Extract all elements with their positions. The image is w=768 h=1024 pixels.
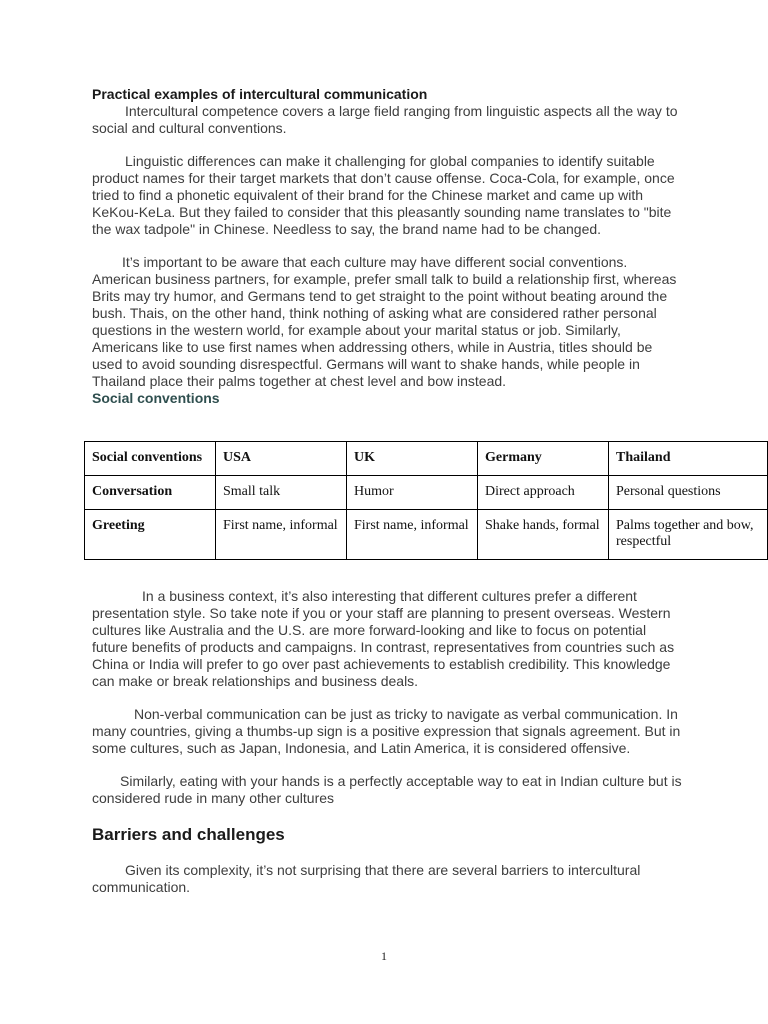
table-header-row xyxy=(85,442,768,476)
section-title: Practical examples of intercultural communication xyxy=(92,86,428,102)
page-number: 1 xyxy=(381,949,387,963)
social-conventions-table xyxy=(84,441,768,560)
upper-content xyxy=(92,86,682,407)
table-header-cell: Thailand xyxy=(609,442,768,476)
paragraph-nonverbal: Non-verbal communication can be just as tricky to navigate as verbal communication. In many countries, giving a thumbs-up sign is a positive expression that signals agreement. But in some cultures, such as Japan, Indonesia, and Latin America, it is considered offensive. xyxy=(92,706,681,756)
table-cell: Personal questions xyxy=(609,476,768,510)
table-cell: Conversation xyxy=(85,476,216,510)
table-caption: Social conventions xyxy=(92,390,220,406)
paragraph-linguistic: Linguistic differences can make it challenging for global companies to identify suitable product names for their target markets that don’t cause offense. Coca-Cola, for example, once tried to find a phonetic equivalent of their brand for the Chinese market and came up with KeKou-KeLa. But they failed to consider that this pleasantly sounding name translates to "bite the wax tadpole" in Chinese. Needless to say, the brand name had to be changed. xyxy=(92,153,675,237)
paragraph-barriers: Given its complexity, it’s not surprising that there are several barriers to intercultural communication. xyxy=(92,862,641,895)
table-cell: Greeting xyxy=(85,510,216,560)
table-cell: First name, informal xyxy=(347,510,478,560)
table-cell: Direct approach xyxy=(478,476,609,510)
table-header-cell: Germany xyxy=(478,442,609,476)
paragraph-intro: Intercultural competence covers a large field ranging from linguistic aspects all the way to social and cultural conventions. xyxy=(92,103,678,136)
table-cell: First name, informal xyxy=(216,510,347,560)
paragraph-presentation: In a business context, it’s also interesting that different cultures prefer a different presentation style. So take note if you or your staff are planning to present overseas. Western cultures like Australia and the U.S. are more forward-looking and like to focus on potential future benefits of products and campaigns. In contrast, representatives from countries such as China or India will prefer to go over past achievements to establish credibility. This knowledge can make or break relationships and business deals. xyxy=(92,588,675,689)
paragraph-social: It’s important to be aware that each culture may have different social conventions. American business partners, for example, prefer small talk to build a relationship first, whereas Brits may try humor, and Germans tend to get straight to the point without beating around the bush. Thais, on the other hand, think nothing of asking what are considered rather personal questions in the western world, for example about your marital status or job. Similarly, Americans like to use first names when addressing others, while in Austria, titles should be used to avoid sounding disrespectful. Germans will want to shake hands, while people in Thailand place their palms together at chest level and bow instead. xyxy=(92,254,677,389)
table-cell: Humor xyxy=(347,476,478,510)
paragraph-eating: Similarly, eating with your hands is a perfectly acceptable way to eat in Indian culture but is considered rude in many other cultures xyxy=(92,773,682,806)
table-header-cell: Social conventions xyxy=(85,442,216,476)
table-header-cell: USA xyxy=(216,442,347,476)
barriers-heading: Barriers and challenges xyxy=(92,825,285,844)
table-header-cell: UK xyxy=(347,442,478,476)
table-cell: Palms together and bow, respectful xyxy=(609,510,768,560)
lower-content xyxy=(92,588,682,896)
table-row xyxy=(85,476,768,510)
table-row xyxy=(85,510,768,560)
table-cell: Shake hands, formal xyxy=(478,510,609,560)
table-cell: Small talk xyxy=(216,476,347,510)
